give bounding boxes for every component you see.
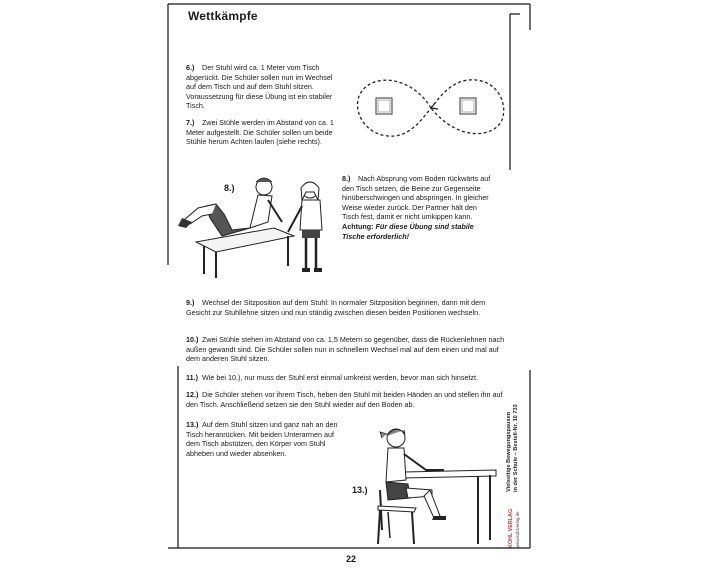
- item-text: Wie bei 10.), nur muss der Stuhl erst einmal umkreist werden, bevor man sich hinsetzt.: [202, 373, 479, 382]
- item-number: 6.): [186, 63, 195, 72]
- item-number: 8.): [342, 174, 351, 183]
- list-item: [186, 335, 506, 364]
- vault-illustration: [176, 170, 336, 280]
- item-number: 13.): [186, 420, 199, 429]
- item-number: 11.): [186, 373, 198, 382]
- item-text: Die Schüler stehen vor ihrem Tisch, heben den Stuhl mit beiden Händen an und stellen ihn auf den Tisch. Anschließend setzen sie den Stuhl wieder auf den Boden ab.: [186, 390, 503, 409]
- warning-label: Achtung:: [342, 221, 374, 231]
- page-number: 22: [346, 554, 357, 564]
- side-tag-line2: in der Schule – Bestell-Nr. 10 733: [513, 404, 519, 492]
- list-item: [186, 390, 506, 409]
- list-item: [342, 174, 492, 241]
- chair-table-illustration: [360, 420, 500, 548]
- list-item: [186, 63, 336, 111]
- figure-label: 13.): [352, 485, 368, 495]
- figure-eight-diagram: [352, 72, 510, 144]
- item-text: Der Stuhl wird ca. 1 Meter vom Tisch abgerückt. Die Schüler sollen nun im Wechsel auf dem Tisch und auf dem Stuhl sitzen. Voraussetzung für diese Übung ist ein stabiler Tisch.: [186, 63, 333, 111]
- item-text: Auf dem Stuhl sitzen und ganz nah an den Tisch heranrücken. Mit beiden Unterarmen auf dem Tisch abstützen, den Körper vom Stuhl abheben und wieder absenken.: [186, 420, 338, 458]
- side-tag-url: www.kohlverlag.de: [515, 511, 520, 548]
- publisher-side-tag: [504, 392, 524, 552]
- item-number: 9.): [186, 298, 195, 307]
- figure-label: 8.): [224, 183, 235, 193]
- list-item: [186, 298, 506, 317]
- item-number: 7.): [186, 118, 195, 127]
- list-item: [186, 118, 336, 147]
- warning-text: Für diese Übung sind stabile Tische erforderlich!: [342, 221, 474, 241]
- page-title: Wettkämpfe: [188, 9, 258, 23]
- item-text: Zwei Stühle werden im Abstand von ca. 1 Meter aufgestellt. Die Schüler sollen um beide Stühle herum Achten laufen (siehe rechts).: [186, 118, 334, 147]
- item-text: Zwei Stühle stehen im Abstand von ca. 1,5 Metern so gegenüber, dass die Rückenlehnen nach außen gewandt sind. Die Schüler sollen nun in schnellem Wechsel mal auf dem einen und mal auf dem anderen Stuhl sitzen.: [186, 335, 505, 364]
- item-text: Nach Absprung vom Boden rückwärts auf den Tisch setzen, die Beine zur Gegenseite hinüberschwingen und abspringen. In gleicher Weise wieder zurück. Der Partner hält den Tisch fest, damit er nicht umkippen kann.: [342, 174, 491, 222]
- list-item: [186, 373, 516, 383]
- item-number: 10.): [186, 335, 199, 344]
- side-tag-line1: Vielseitige Bewegungspausen: [506, 411, 512, 492]
- side-tag-publisher: KOHL VERLAG: [508, 508, 514, 548]
- list-item: [186, 420, 346, 458]
- item-number: 12.): [186, 390, 199, 399]
- item-text: Wechsel der Sitzposition auf dem Stuhl: In normaler Sitzposition beginnen, dann mit dem Gesicht zur Stuhllehne sitzen und nun ständig zwischen diesen beiden Positionen wechseln.: [186, 298, 486, 317]
